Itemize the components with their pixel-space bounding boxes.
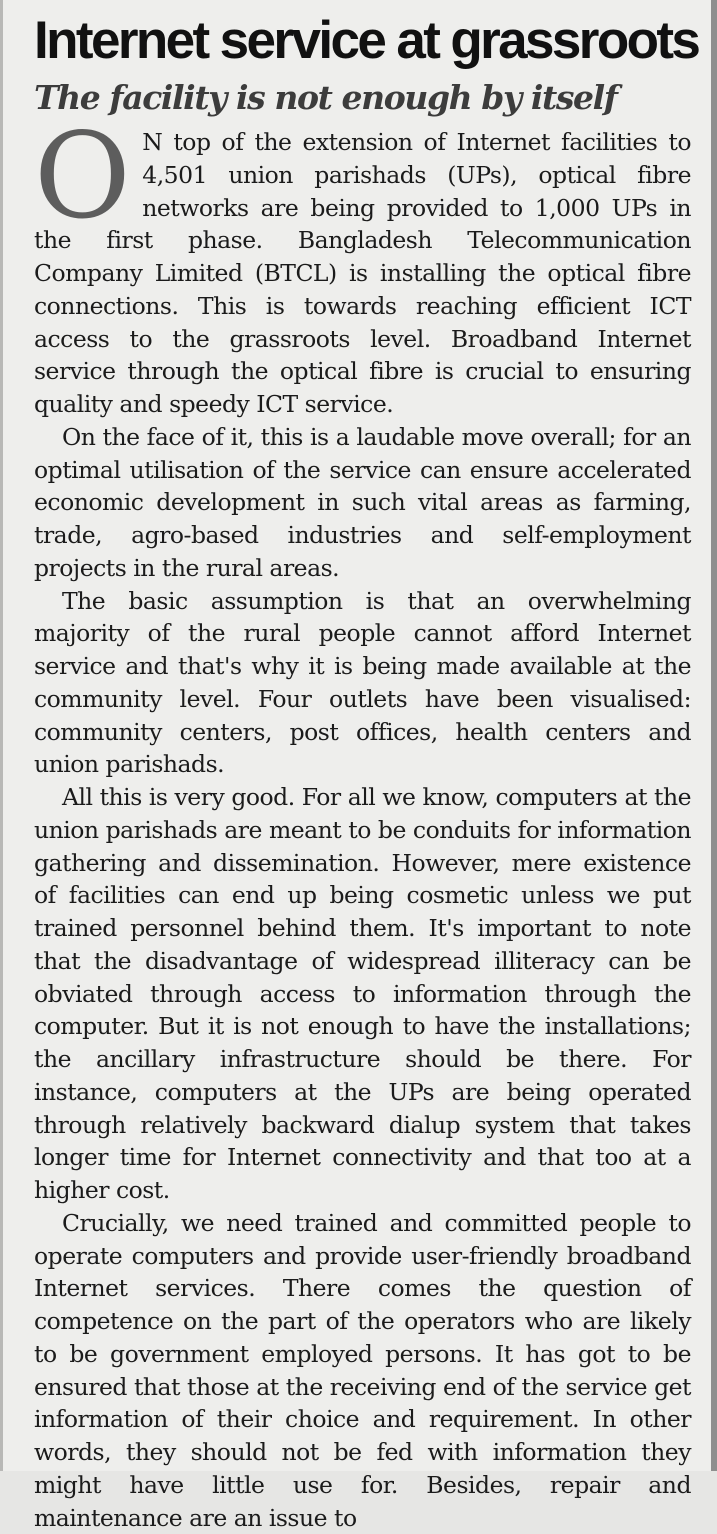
- article-paragraph-2: On the face of it, this is a laudable move overall; for an optimal utilisation of the service can ensure accelerated economic development in such vital areas as farming, trade, agro-based industries and self-employment projects in the rural areas.: [34, 422, 691, 582]
- article-body: [34, 107, 691, 1534]
- article-paragraph-5: Crucially, we need trained and committed people to operate computers and provide user-friendly broadband Internet services. There comes the question of competence on the part of the operators who are likely to be government employed persons. It has got to be ensured that those at the receiving end of the service get information of their choice and requirement. In other words, they should not be fed with information they might have little use for. Besides, repair and maintenance are an issue to: [34, 1208, 691, 1532]
- drop-cap: O: [34, 107, 131, 245]
- article-paragraph-4: All this is very good. For all we know, computers at the union parishads are meant to be conduits for information gathering and dissemination. However, mere existence of facilities can end up being cosmetic unless we put trained personnel behind them. It's important to note that the disadvantage of widespread illiteracy can be obviated through access to information through the computer. But it is not enough to have the installations; the ancillary infrastructure should be there. For instance, computers at the UPs are being operated through relatively backward dialup system that takes longer time for Internet connectivity and that too at a higher cost.: [34, 783, 691, 1204]
- paragraph-1-text: N top of the extension of Internet facilities to 4,501 union parishads (UPs), optical fibre networks are being provided to 1,000 UPs in the first phase. Bangladesh Telecommunication Company Limited (BTCL) is installing the optical fibre connections. This is towards reaching efficient ICT access to the grassroots level. Broadband Internet service through the optical fibre is crucial to ensuring quality and speedy ICT service.: [34, 128, 691, 418]
- article-paragraph-3: The basic assumption is that an overwhelming majority of the rural people cannot afford Internet service and that's why it is being made available at the community level. Four outlets have been visualised: community centers, post offices, health centers and union parishads.: [34, 586, 691, 779]
- article-headline: Internet service at grassroots: [34, 11, 699, 70]
- article-subheadline: The facility is not enough by itself: [34, 78, 617, 117]
- article-paragraph-1: [34, 107, 691, 421]
